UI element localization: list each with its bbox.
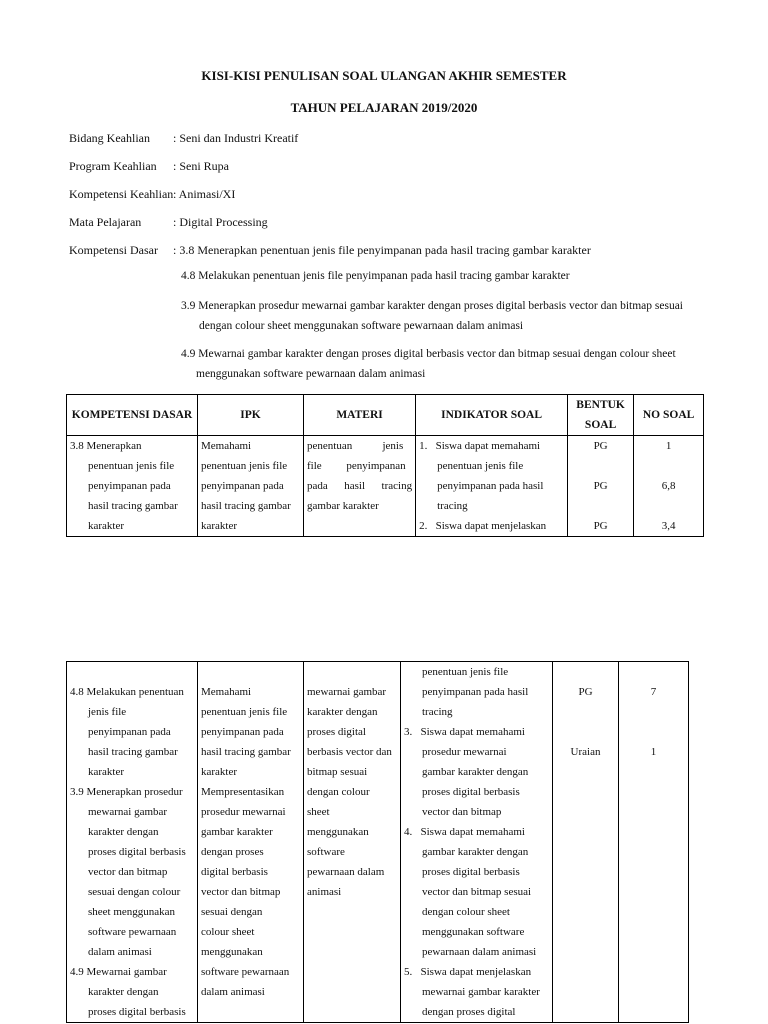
cell-line: 1 (665, 440, 672, 452)
cell-line (622, 722, 685, 742)
meta-mata-pelajaran (69, 215, 268, 230)
cell-line: pewarnaan dalam animasi (422, 946, 537, 958)
cell-line: gambar karakter dengan (422, 846, 529, 858)
header-materi: MATERI (304, 395, 416, 436)
cell-line: proses digital berbasis (88, 1006, 186, 1018)
meta-value: : Seni dan Industri Kreatif (173, 131, 299, 145)
cell-line: software (307, 846, 345, 858)
cell-line: 4.9 Mewarnai gambar (70, 966, 167, 978)
cell-line: 1. Siswa dapat memahami (419, 440, 541, 452)
cell-line: mewarnai gambar (88, 806, 168, 818)
cell-line (70, 662, 194, 682)
cell-line: penentuan jenis file (437, 460, 524, 472)
cell-bentuk-soal (553, 662, 619, 1023)
cell-line: bitmap sesuai (307, 766, 368, 778)
cell-no-soal (619, 662, 689, 1023)
cell-line: dengan colour sheet (422, 906, 510, 918)
header-bentuk-line: BENTUK (576, 399, 625, 411)
cell-line: proses digital berbasis (88, 846, 186, 858)
cell-line: berbasis vector dan (307, 746, 392, 758)
meta-label: Program Keahlian (69, 159, 157, 173)
meta-kompetensi-dasar (69, 243, 591, 258)
cell-line: Memahami (201, 686, 252, 698)
cell-indikator-soal (416, 436, 568, 537)
meta-value: : Seni Rupa (173, 159, 229, 173)
cell-line (201, 662, 300, 682)
header-ipk: IPK (198, 395, 304, 436)
meta-program-keahlian (69, 159, 229, 174)
cell-line: mewarnai gambar karakter (422, 986, 540, 998)
header-kompetensi-dasar: KOMPETENSI DASAR (67, 395, 198, 436)
meta-bidang-keahlian (69, 131, 298, 146)
cell-line: karakter (201, 766, 238, 778)
cell-line: Uraian (570, 746, 601, 758)
cell-line: pewarnaan dalam (307, 866, 385, 878)
cell-line: mewarnai gambar (307, 686, 387, 698)
cell-line: proses digital (307, 726, 366, 738)
cell-line: menggunakan software (422, 926, 525, 938)
meta-value: : Animasi/XI (173, 187, 236, 201)
cell-indikator-soal (401, 662, 553, 1023)
document-subtitle: TAHUN PELAJARAN 2019/2020 (290, 100, 478, 115)
cell-line: tracing (422, 706, 453, 718)
cell-line (571, 456, 630, 476)
kd-line: 4.9 Mewarnai gambar karakter dengan proses digital berbasis vector dan bitmap sesuai dengan colour sheet (181, 348, 676, 360)
meta-label: Mata Pelajaran (69, 215, 142, 229)
cell-line: sesuai dengan colour (88, 886, 181, 898)
cell-line (637, 496, 700, 516)
cell-line: 3. Siswa dapat memahami (404, 726, 525, 738)
cell-line: 4.8 Melakukan penentuan (70, 686, 184, 698)
cell-line: 6,8 (661, 480, 676, 492)
cell-line (201, 1002, 300, 1022)
meta-kompetensi-keahlian (69, 187, 235, 202)
cell-line: vector dan bitmap (422, 806, 502, 818)
cell-line: penyimpanan pada (201, 480, 284, 492)
cell-materi (304, 662, 401, 1023)
cell-line: penentuan jenis file (422, 666, 509, 678)
cell-line: penentuan jenis (307, 440, 404, 452)
cell-line: penyimpanan pada (88, 480, 171, 492)
meta-label: Bidang Keahlian (69, 131, 150, 145)
cell-ipk (198, 662, 304, 1023)
meta-label: Kompetensi Keahlian (69, 187, 174, 201)
cell-line: 1 (650, 746, 657, 758)
cell-ipk (198, 436, 304, 537)
cell-line: hasil tracing gambar (201, 500, 291, 512)
cell-line (307, 662, 397, 682)
cell-line: penentuan jenis file (201, 706, 288, 718)
cell-line: 3.9 Menerapkan prosedur (70, 786, 183, 798)
cell-bentuk-soal (568, 436, 634, 537)
cell-line: dalam animasi (88, 946, 152, 958)
cell-line: 7 (650, 686, 657, 698)
cell-line (622, 702, 685, 722)
kd-line: dengan colour sheet menggunakan software pewarnaan dalam animasi (199, 320, 524, 332)
cell-line: penyimpanan pada (201, 726, 284, 738)
cell-line: karakter (88, 520, 125, 532)
cell-line: software pewarnaan (88, 926, 177, 938)
kd-line: menggunakan software pewarnaan dalam animasi (196, 368, 426, 380)
cell-no-soal (634, 436, 704, 537)
cell-line: karakter (88, 766, 125, 778)
cell-line: 5. Siswa dapat menjelaskan (404, 966, 532, 978)
cell-line: gambar karakter (307, 500, 379, 512)
cell-line: hasil tracing gambar (88, 500, 178, 512)
cell-line: penentuan jenis file (88, 460, 175, 472)
cell-line: hasil tracing gambar (201, 746, 291, 758)
table-row (67, 436, 704, 537)
cell-line: 3,4 (661, 520, 676, 532)
cell-line (556, 702, 615, 722)
cell-line: sesuai dengan (201, 906, 263, 918)
cell-line: 4. Siswa dapat memahami (404, 826, 525, 838)
cell-line: gambar karakter (201, 826, 273, 838)
cell-line: PG (593, 520, 608, 532)
cell-line: menggunakan (307, 826, 369, 838)
cell-line: vector dan bitmap sesuai (422, 886, 532, 898)
cell-line: menggunakan (201, 946, 263, 958)
cell-line: proses digital berbasis (422, 786, 520, 798)
cell-line: dengan proses digital (422, 1006, 516, 1018)
cell-line: Mempresentasikan (201, 786, 285, 798)
cell-line: file penyimpanan (307, 460, 406, 472)
cell-line (571, 496, 630, 516)
kisi-table-1 (66, 394, 704, 537)
cell-kompetensi-dasar (67, 662, 198, 1023)
document-title: KISI-KISI PENULISAN SOAL ULANGAN AKHIR SEMESTER (201, 68, 567, 83)
cell-line: hasil tracing gambar (88, 746, 178, 758)
header-bentuk-soal (568, 395, 634, 436)
cell-line: penyimpanan pada hasil (437, 480, 544, 492)
cell-line: PG (578, 686, 593, 698)
cell-line: pada hasil tracing (307, 480, 413, 492)
cell-line: karakter dengan (307, 706, 378, 718)
cell-line: dalam animasi (201, 986, 265, 998)
cell-line (556, 722, 615, 742)
meta-value: : Digital Processing (173, 215, 268, 229)
cell-line: penentuan jenis file (201, 460, 288, 472)
cell-line: tracing (437, 500, 468, 512)
kd-line: 4.8 Melakukan penentuan jenis file penyimpanan pada hasil tracing gambar karakter (181, 270, 570, 282)
cell-line: gambar karakter dengan (422, 766, 529, 778)
cell-materi (304, 436, 416, 537)
cell-line: dengan colour (307, 786, 370, 798)
cell-line: sheet (307, 806, 330, 818)
cell-line: 3.8 Menerapkan (70, 440, 142, 452)
table-row (67, 662, 689, 1023)
cell-line: sheet menggunakan (88, 906, 176, 918)
header-indikator-soal: INDIKATOR SOAL (416, 395, 568, 436)
table-header-row (67, 395, 704, 436)
cell-line: 2. Siswa dapat menjelaskan (419, 520, 547, 532)
cell-line: Memahami (201, 440, 252, 452)
cell-line: PG (593, 440, 608, 452)
cell-line: dengan proses (201, 846, 264, 858)
cell-line (556, 662, 615, 682)
cell-line: prosedur mewarnai (201, 806, 286, 818)
header-no-soal: NO SOAL (634, 395, 704, 436)
cell-line: PG (593, 480, 608, 492)
cell-line: prosedur mewarnai (422, 746, 507, 758)
cell-line: karakter dengan (88, 986, 159, 998)
kd-line: 3.9 Menerapkan prosedur mewarnai gambar karakter dengan proses digital berbasis vector dan bitmap sesuai (181, 300, 683, 312)
header-bentuk-line: SOAL (584, 419, 617, 431)
cell-line: digital berbasis (201, 866, 268, 878)
cell-line: software pewarnaan (201, 966, 290, 978)
cell-line: jenis file (88, 706, 127, 718)
cell-line: vector dan bitmap (201, 886, 281, 898)
cell-line: karakter (201, 520, 238, 532)
cell-line: karakter dengan (88, 826, 159, 838)
cell-line: penyimpanan pada hasil (422, 686, 529, 698)
kisi-table-2 (66, 661, 689, 1023)
cell-line (622, 662, 685, 682)
meta-value: : 3.8 Menerapkan penentuan jenis file penyimpanan pada hasil tracing gambar karakter (173, 243, 591, 257)
cell-line: animasi (307, 886, 342, 898)
cell-line: penyimpanan pada (88, 726, 171, 738)
cell-line: vector dan bitmap (88, 866, 168, 878)
cell-line: proses digital berbasis (422, 866, 520, 878)
cell-line: colour sheet (201, 926, 255, 938)
meta-label: Kompetensi Dasar (69, 243, 158, 257)
cell-kompetensi-dasar (67, 436, 198, 537)
cell-line (637, 456, 700, 476)
